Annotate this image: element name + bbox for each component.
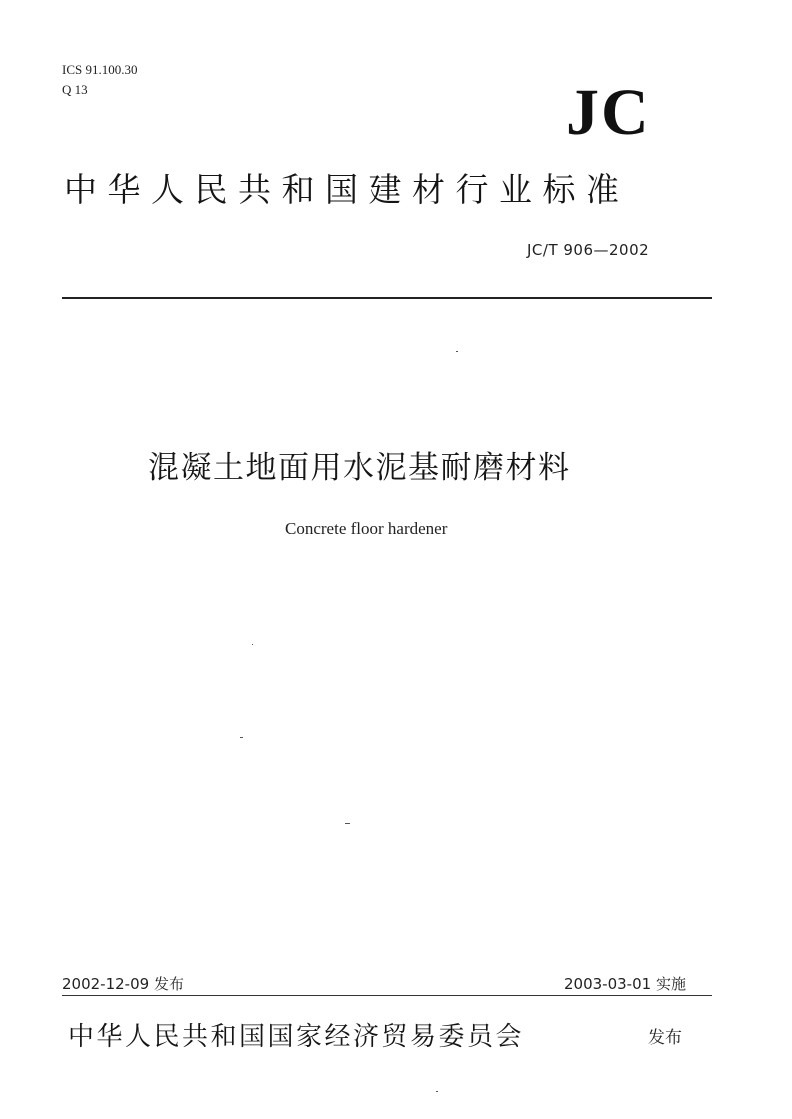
scan-speck — [252, 644, 253, 645]
jc-logo: JC — [566, 76, 651, 149]
scan-speck — [345, 823, 350, 824]
publisher-label: 发布 — [648, 1028, 682, 1048]
standard-organization-title: 中华人民共和国建材行业标准 — [64, 170, 630, 209]
document-title-english: Concrete floor hardener — [285, 519, 448, 538]
classification-code: Q 13 — [62, 82, 88, 97]
implementation-date: 2003-03-01 实施 — [564, 975, 686, 993]
standard-code: JC/T 906—2002 — [527, 241, 650, 259]
publisher-name: 中华人民共和国国家经济贸易委员会 — [68, 1022, 525, 1052]
scan-speck — [240, 737, 243, 738]
scan-speck — [436, 1091, 438, 1092]
bottom-divider — [62, 995, 712, 996]
issue-date: 2002-12-09 发布 — [62, 975, 184, 993]
scan-speck — [456, 351, 458, 352]
document-title-chinese: 混凝土地面用水泥基耐磨材料 — [148, 450, 571, 486]
top-divider — [62, 297, 712, 299]
ics-number: ICS 91.100.30 — [62, 62, 138, 77]
